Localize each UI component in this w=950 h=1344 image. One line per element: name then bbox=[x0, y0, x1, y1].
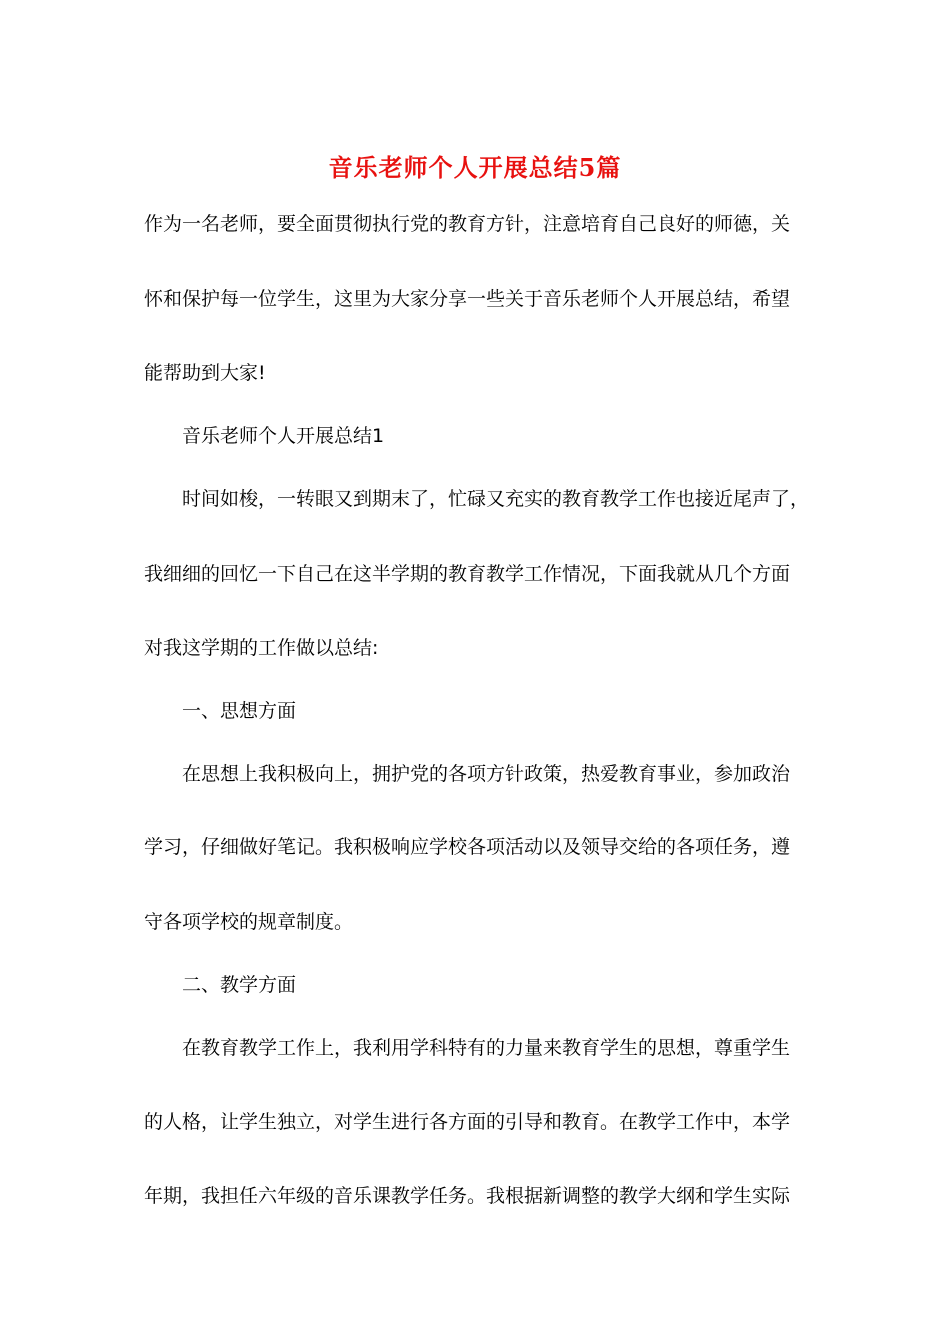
paragraph-line: 年期，我担任六年级的音乐课教学任务。我根据新调整的教学大纲和学生实际 bbox=[144, 1185, 791, 1207]
paragraph-line: 的人格，让学生独立，对学生进行各方面的引导和教育。在教学工作中，本学 bbox=[144, 1111, 791, 1133]
section-heading: 音乐老师个人开展总结1 bbox=[182, 425, 385, 447]
paragraph-line: 时间如梭，一转眼又到期末了，忙碌又充实的教育教学工作也接近尾声了， bbox=[182, 488, 810, 510]
section-heading: 二、教学方面 bbox=[182, 974, 297, 996]
paragraph-line: 能帮助到大家! bbox=[144, 362, 266, 384]
paragraph-line: 作为一名老师，要全面贯彻执行党的教育方针，注意培育自己良好的师德，关 bbox=[144, 213, 791, 235]
paragraph-line: 怀和保护每一位学生，这里为大家分享一些关于音乐老师个人开展总结，希望 bbox=[144, 288, 791, 310]
paragraph-line: 学习，仔细做好笔记。我积极响应学校各项活动以及领导交给的各项任务，遵 bbox=[144, 836, 791, 858]
paragraph-line: 我细细的回忆一下自己在这半学期的教育教学工作情况，下面我就从几个方面 bbox=[144, 563, 791, 585]
paragraph-line: 在思想上我积极向上，拥护党的各项方针政策，热爱教育事业，参加政治 bbox=[182, 763, 791, 785]
section-heading: 一、思想方面 bbox=[182, 700, 297, 722]
document-title: 音乐老师个人开展总结5篇 bbox=[328, 153, 622, 182]
paragraph-line: 对我这学期的工作做以总结: bbox=[144, 637, 379, 659]
paragraph-line: 守各项学校的规章制度。 bbox=[144, 911, 354, 933]
paragraph-line: 在教育教学工作上，我利用学科特有的力量来教育学生的思想，尊重学生 bbox=[182, 1037, 791, 1059]
